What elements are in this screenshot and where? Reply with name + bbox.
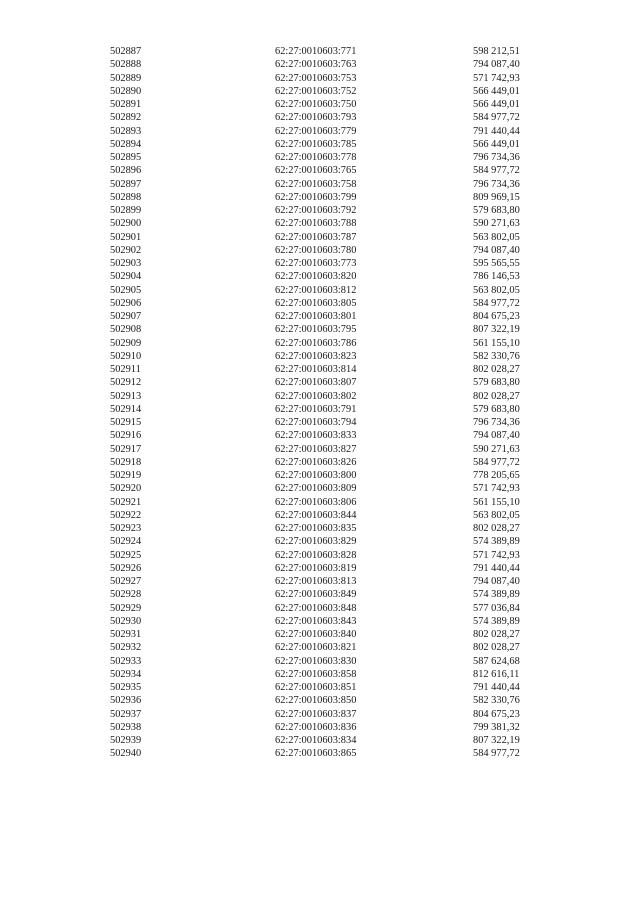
row-number: 502911 <box>110 364 141 375</box>
table-row <box>0 429 640 442</box>
cadastral-value: 574 389,89 <box>473 536 520 548</box>
cadastral-number: 62:27:0010603:829 <box>275 536 357 548</box>
cadastral-value: 566 449,01 <box>473 138 520 150</box>
cadastral-number: 62:27:0010603:806 <box>275 496 357 508</box>
cadastral-number: 62:27:0010603:823 <box>275 350 357 362</box>
cadastral-value: 563 802,05 <box>473 509 520 521</box>
cadastral-value: 796 734,36 <box>473 178 520 190</box>
cadastral-number: 62:27:0010603:787 <box>275 231 357 243</box>
row-number: 502920 <box>110 483 142 495</box>
table-row <box>0 416 640 429</box>
cadastral-value: 584 977,72 <box>473 165 520 177</box>
table-row <box>0 694 640 707</box>
table-row <box>0 747 640 760</box>
cadastral-value: 584 977,72 <box>473 748 520 760</box>
table-row <box>0 668 640 681</box>
table-row <box>0 125 640 138</box>
row-number: 502938 <box>110 721 142 733</box>
cadastral-value: 791 440,44 <box>473 562 520 574</box>
cadastral-number: 62:27:0010603:836 <box>275 721 357 733</box>
table-row <box>0 509 640 522</box>
cadastral-value: 584 977,72 <box>473 112 520 124</box>
row-number: 502906 <box>110 297 142 309</box>
row-number: 502894 <box>110 138 142 150</box>
table-row <box>0 72 640 85</box>
cadastral-number: 62:27:0010603:758 <box>275 178 357 190</box>
cadastral-value: 561 155,10 <box>473 496 520 508</box>
row-number: 502927 <box>110 576 142 587</box>
cadastral-number: 62:27:0010603:788 <box>275 218 357 230</box>
table-row <box>0 164 640 177</box>
cadastral-number: 62:27:0010603:828 <box>275 549 357 561</box>
cadastral-number: 62:27:0010603:821 <box>275 642 357 654</box>
table-row <box>0 390 640 403</box>
cadastral-value: 577 036,84 <box>473 602 520 614</box>
table-row <box>0 98 640 111</box>
table-row <box>0 191 640 204</box>
table-row <box>0 575 640 588</box>
cadastral-number: 62:27:0010603:795 <box>275 324 357 336</box>
cadastral-value: 579 683,80 <box>473 377 520 389</box>
cadastral-number: 62:27:0010603:802 <box>275 390 357 402</box>
table-row <box>0 297 640 310</box>
cadastral-number: 62:27:0010603:833 <box>275 430 357 442</box>
cadastral-number: 62:27:0010603:779 <box>275 125 357 137</box>
row-number: 502898 <box>110 191 142 203</box>
cadastral-value: 802 028,27 <box>473 364 520 375</box>
table-row <box>0 178 640 191</box>
row-number: 502940 <box>110 748 142 760</box>
cadastral-number: 62:27:0010603:812 <box>275 284 357 296</box>
row-number: 502922 <box>110 509 142 521</box>
cadastral-number: 62:27:0010603:834 <box>275 735 357 746</box>
cadastral-value: 590 271,63 <box>473 218 520 230</box>
cadastral-number: 62:27:0010603:805 <box>275 297 357 309</box>
row-number: 502918 <box>110 456 142 468</box>
cadastral-number: 62:27:0010603:780 <box>275 244 357 256</box>
row-number: 502904 <box>110 271 142 283</box>
cadastral-number: 62:27:0010603:793 <box>275 112 357 124</box>
cadastral-number: 62:27:0010603:827 <box>275 443 357 455</box>
row-number: 502903 <box>110 258 142 269</box>
table-row <box>0 628 640 641</box>
cadastral-value: 802 028,27 <box>473 523 520 534</box>
cadastral-number: 62:27:0010603:792 <box>275 205 357 216</box>
row-number: 502924 <box>110 536 142 548</box>
cadastral-value: 804 675,23 <box>473 311 520 322</box>
row-number: 502930 <box>110 615 142 627</box>
cadastral-value: 582 330,76 <box>473 350 520 362</box>
row-number: 502929 <box>110 602 142 614</box>
cadastral-value: 802 028,27 <box>473 629 520 640</box>
table-row <box>0 469 640 482</box>
row-number: 502937 <box>110 708 142 720</box>
table-row <box>0 363 640 376</box>
cadastral-value: 563 802,05 <box>473 231 520 243</box>
cadastral-value: 807 322,19 <box>473 324 520 336</box>
cadastral-number: 62:27:0010603:765 <box>275 165 357 177</box>
cadastral-value: 778 205,65 <box>473 470 520 481</box>
cadastral-number: 62:27:0010603:865 <box>275 748 357 760</box>
row-number: 502893 <box>110 125 142 137</box>
table-row <box>0 323 640 336</box>
row-number: 502917 <box>110 443 142 455</box>
row-number: 502896 <box>110 165 142 177</box>
table-row <box>0 151 640 164</box>
table-row <box>0 602 640 615</box>
table-row <box>0 562 640 575</box>
row-number: 502889 <box>110 72 142 84</box>
cadastral-value: 598 212,51 <box>473 46 520 57</box>
row-number: 502935 <box>110 682 142 693</box>
cadastral-value: 590 271,63 <box>473 443 520 455</box>
row-number: 502895 <box>110 152 142 163</box>
row-number: 502891 <box>110 99 142 110</box>
table-row <box>0 111 640 124</box>
cadastral-number: 62:27:0010603:750 <box>275 99 357 110</box>
row-number: 502910 <box>110 350 142 362</box>
table-row <box>0 443 640 456</box>
cadastral-value: 584 977,72 <box>473 297 520 309</box>
table-row <box>0 58 640 71</box>
table-row <box>0 522 640 535</box>
row-number: 502936 <box>110 695 142 707</box>
cadastral-number: 62:27:0010603:844 <box>275 509 357 521</box>
cadastral-value-table <box>0 45 640 761</box>
cadastral-number: 62:27:0010603:813 <box>275 576 357 587</box>
table-row <box>0 270 640 283</box>
row-number: 502900 <box>110 218 142 230</box>
table-row <box>0 403 640 416</box>
row-number: 502912 <box>110 377 142 389</box>
table-row <box>0 641 640 654</box>
row-number: 502939 <box>110 735 142 746</box>
row-number: 502908 <box>110 324 142 336</box>
cadastral-number: 62:27:0010603:800 <box>275 470 357 481</box>
table-row <box>0 721 640 734</box>
cadastral-number: 62:27:0010603:830 <box>275 655 357 667</box>
cadastral-value: 566 449,01 <box>473 99 520 110</box>
table-row <box>0 615 640 628</box>
row-number: 502897 <box>110 178 142 190</box>
table-row <box>0 535 640 548</box>
row-number: 502923 <box>110 523 142 534</box>
table-row <box>0 284 640 297</box>
row-number: 502914 <box>110 403 142 415</box>
row-number: 502905 <box>110 284 142 296</box>
cadastral-value: 571 742,93 <box>473 483 520 495</box>
cadastral-number: 62:27:0010603:820 <box>275 271 357 283</box>
cadastral-value: 563 802,05 <box>473 284 520 296</box>
cadastral-value: 796 734,36 <box>473 417 520 428</box>
cadastral-number: 62:27:0010603:763 <box>275 59 357 71</box>
cadastral-value: 587 624,68 <box>473 655 520 667</box>
cadastral-number: 62:27:0010603:807 <box>275 377 357 389</box>
row-number: 502928 <box>110 589 142 601</box>
cadastral-number: 62:27:0010603:850 <box>275 695 357 707</box>
table-row <box>0 588 640 601</box>
cadastral-value: 574 389,89 <box>473 615 520 627</box>
row-number: 502901 <box>110 231 142 243</box>
row-number: 502909 <box>110 337 142 349</box>
cadastral-value: 571 742,93 <box>473 549 520 561</box>
cadastral-number: 62:27:0010603:843 <box>275 615 357 627</box>
table-row <box>0 376 640 389</box>
cadastral-value: 802 028,27 <box>473 390 520 402</box>
cadastral-value: 796 734,36 <box>473 152 520 163</box>
table-row <box>0 496 640 509</box>
table-row <box>0 138 640 151</box>
table-row <box>0 257 640 270</box>
table-row <box>0 708 640 721</box>
cadastral-number: 62:27:0010603:753 <box>275 72 357 84</box>
cadastral-value: 791 440,44 <box>473 682 520 693</box>
row-number: 502933 <box>110 655 142 667</box>
cadastral-number: 62:27:0010603:794 <box>275 417 357 428</box>
table-row <box>0 482 640 495</box>
cadastral-value: 571 742,93 <box>473 72 520 84</box>
table-row <box>0 734 640 747</box>
cadastral-value: 794 087,40 <box>473 59 520 71</box>
cadastral-number: 62:27:0010603:752 <box>275 85 357 97</box>
cadastral-number: 62:27:0010603:837 <box>275 708 357 720</box>
cadastral-value: 794 087,40 <box>473 576 520 587</box>
cadastral-value: 794 087,40 <box>473 244 520 256</box>
cadastral-value: 791 440,44 <box>473 125 520 137</box>
cadastral-number: 62:27:0010603:791 <box>275 403 357 415</box>
table-row <box>0 310 640 323</box>
cadastral-value: 794 087,40 <box>473 430 520 442</box>
cadastral-value: 582 330,76 <box>473 695 520 707</box>
cadastral-number: 62:27:0010603:785 <box>275 138 357 150</box>
row-number: 502890 <box>110 85 142 97</box>
cadastral-value: 786 146,53 <box>473 271 520 283</box>
cadastral-value: 579 683,80 <box>473 403 520 415</box>
cadastral-value: 574 389,89 <box>473 589 520 601</box>
cadastral-number: 62:27:0010603:826 <box>275 456 357 468</box>
cadastral-number: 62:27:0010603:799 <box>275 191 357 203</box>
row-number: 502913 <box>110 390 142 402</box>
row-number: 502892 <box>110 112 142 124</box>
cadastral-value: 799 381,32 <box>473 721 520 733</box>
cadastral-number: 62:27:0010603:814 <box>275 364 357 375</box>
cadastral-number: 62:27:0010603:835 <box>275 523 357 534</box>
table-row <box>0 45 640 58</box>
cadastral-value: 807 322,19 <box>473 735 520 746</box>
table-row <box>0 217 640 230</box>
table-row <box>0 204 640 217</box>
row-number: 502934 <box>110 668 142 680</box>
table-row <box>0 655 640 668</box>
cadastral-number: 62:27:0010603:773 <box>275 258 357 269</box>
row-number: 502907 <box>110 311 142 322</box>
table-row <box>0 337 640 350</box>
row-number: 502919 <box>110 470 142 481</box>
row-number: 502926 <box>110 562 142 574</box>
row-number: 502931 <box>110 629 142 640</box>
cadastral-number: 62:27:0010603:778 <box>275 152 357 163</box>
row-number: 502921 <box>110 496 142 508</box>
table-row <box>0 681 640 694</box>
table-row <box>0 350 640 363</box>
cadastral-number: 62:27:0010603:771 <box>275 46 357 57</box>
cadastral-value: 584 977,72 <box>473 456 520 468</box>
cadastral-number: 62:27:0010603:851 <box>275 682 357 693</box>
table-row <box>0 85 640 98</box>
table-row <box>0 549 640 562</box>
cadastral-number: 62:27:0010603:849 <box>275 589 357 601</box>
row-number: 502902 <box>110 244 142 256</box>
table-row <box>0 456 640 469</box>
table-row <box>0 244 640 257</box>
cadastral-value: 809 969,15 <box>473 191 520 203</box>
cadastral-number: 62:27:0010603:840 <box>275 629 357 640</box>
row-number: 502932 <box>110 642 142 654</box>
table-row <box>0 231 640 244</box>
cadastral-value: 579 683,80 <box>473 205 520 216</box>
cadastral-value: 804 675,23 <box>473 708 520 720</box>
row-number: 502887 <box>110 46 142 57</box>
row-number: 502899 <box>110 205 142 216</box>
cadastral-value: 595 565,55 <box>473 258 520 269</box>
cadastral-number: 62:27:0010603:801 <box>275 311 357 322</box>
row-number: 502888 <box>110 59 142 71</box>
cadastral-value: 566 449,01 <box>473 85 520 97</box>
cadastral-number: 62:27:0010603:819 <box>275 562 357 574</box>
cadastral-value: 802 028,27 <box>473 642 520 654</box>
row-number: 502925 <box>110 549 142 561</box>
cadastral-number: 62:27:0010603:858 <box>275 668 357 680</box>
cadastral-value: 561 155,10 <box>473 337 520 349</box>
cadastral-number: 62:27:0010603:786 <box>275 337 357 349</box>
cadastral-number: 62:27:0010603:809 <box>275 483 357 495</box>
row-number: 502916 <box>110 430 142 442</box>
cadastral-number: 62:27:0010603:848 <box>275 602 357 614</box>
row-number: 502915 <box>110 417 142 428</box>
cadastral-value: 812 616,11 <box>473 668 520 680</box>
